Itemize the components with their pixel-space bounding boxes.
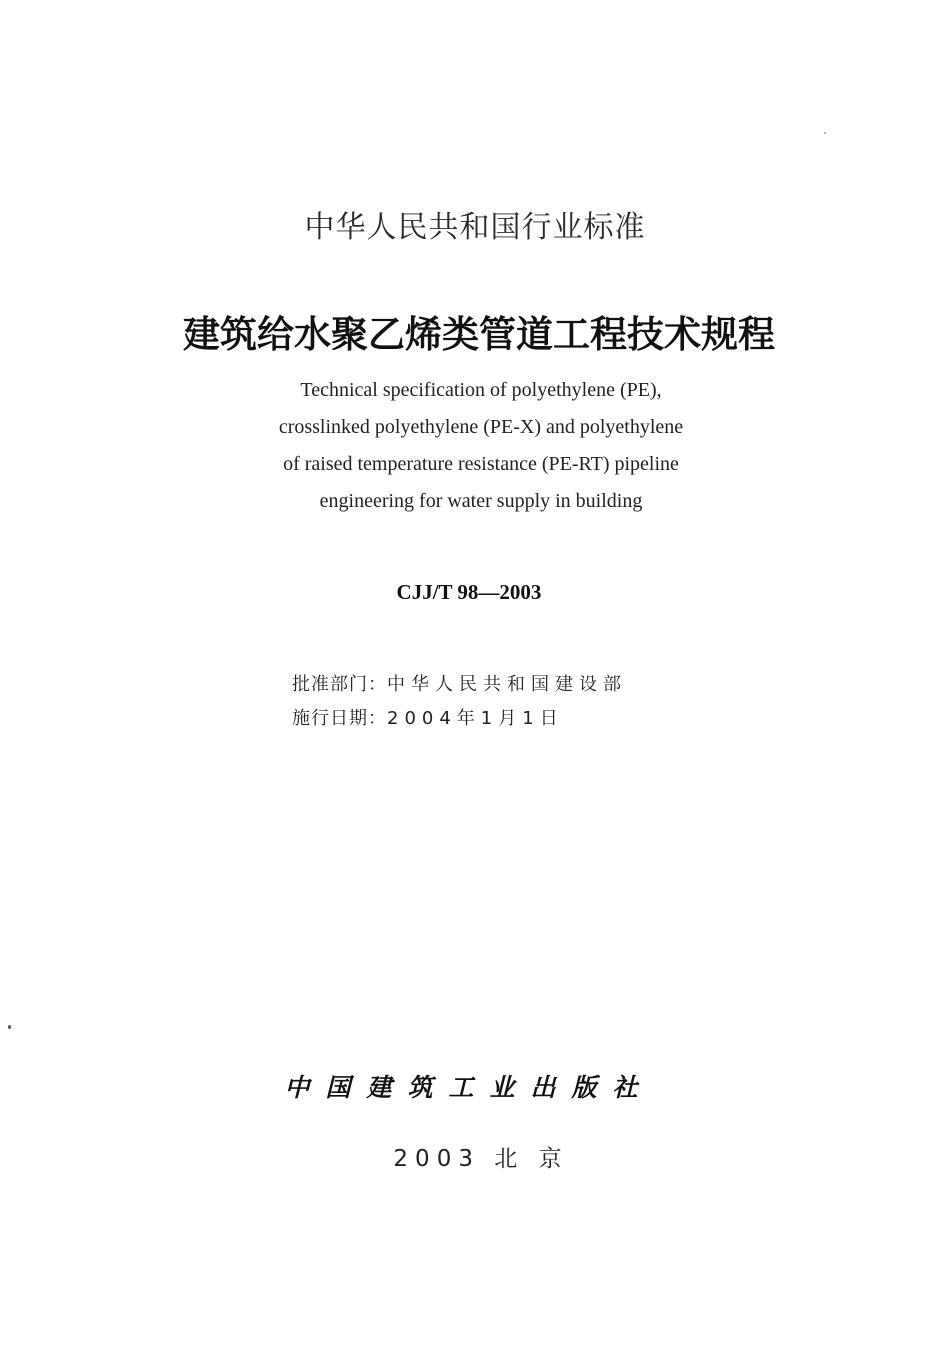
effective-date-value: 2004年1月1日 — [387, 708, 564, 729]
approval-department-value: 中华人民共和国建设部 — [387, 674, 627, 695]
english-title-line-1: Technical specification of polyethylene (PE), — [300, 379, 662, 401]
publication-year-city: 2003 北 京 — [393, 1146, 569, 1172]
english-title-line-2: crosslinked polyethylene (PE-X) and polyethylene — [278, 416, 684, 438]
approval-department-label: 批准部门： — [292, 674, 387, 695]
scan-speck — [8, 1025, 11, 1029]
standard-code: CJJ/T 98—2003 — [396, 580, 542, 604]
publisher-name: 中国建筑工业出版社 — [284, 1073, 654, 1102]
standard-series-title: 中华人民共和国行业标准 — [304, 210, 646, 245]
english-title-line-4: engineering for water supply in building — [319, 490, 643, 512]
chinese-title: 建筑给水聚乙烯类管道工程技术规程 — [183, 312, 775, 356]
approval-department — [292, 670, 627, 696]
effective-date-label: 施行日期： — [292, 708, 387, 729]
english-title-line-3: of raised temperature resistance (PE-RT) pipeline — [283, 453, 679, 475]
scan-speck — [824, 132, 826, 134]
effective-date — [292, 704, 564, 730]
